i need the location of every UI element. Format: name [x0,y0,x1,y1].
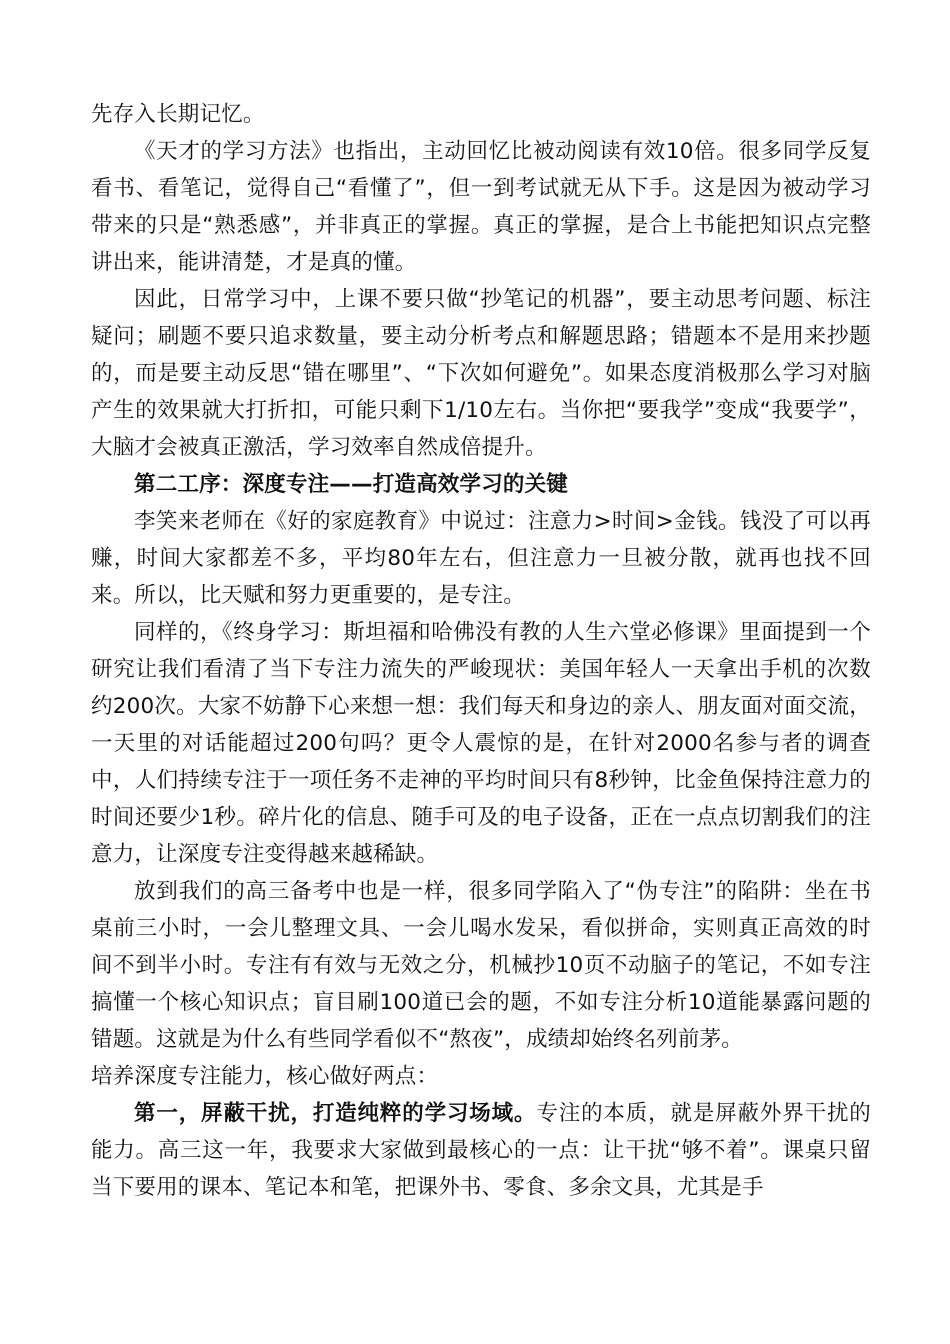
paragraph-focus-research: 同样的，《终身学习：斯坦福和哈佛没有教的人生六堂必修课》里面提到一个研究让我们看清了当下专注力流失的严峻现状：美国年轻人一天拿出手机的次数约200次。大家不妨静下心来想一想：我们每天和身边的亲人、朋友面对面交流，一天里的对话能超过200句吗？更令人震惊的是，在针对2000名参与者的调查中，人们持续专注于一项任务不走神的平均时间只有8秒钟，比金鱼保持注意力的时间还要少1秒。碎片化的信息、随手可及的电子设备，正在一点点切割我们的注意力，让深度专注变得越来越稀缺。 [91,620,871,867]
paragraph-two-points: 培养深度专注能力，核心做好两点： [91,1064,439,1089]
paragraph-continuation: 先存入长期记忆。 [91,102,265,127]
paragraph-block-distractions [91,1095,871,1206]
section-heading-deep-focus: 第二工序：深度专注——打造高效学习的关键 [134,472,569,497]
paragraph-attention-value: 李笑来老师在《好的家庭教育》中说过：注意力>时间>金钱。钱没了可以再赚，时间大家都差不多，平均80年左右，但注意力一旦被分散，就再也找不回来。所以，比天赋和努力更重要的，是专注。 [91,509,871,608]
paragraph-lead-bold: 第一，屏蔽干扰，打造纯粹的学习场域。 [134,1101,537,1126]
paragraph-active-recall: 《天才的学习方法》也指出，主动回忆比被动阅读有效10倍。很多同学反复看书、看笔记，觉得自己“看懂了”，但一到考试就无从下手。这是因为被动学习带来的只是“熟悉感”，并非真正的掌握。真正的掌握，是合上书能把知识点完整讲出来，能讲清楚，才是真的懂。 [91,139,871,275]
paragraph-daily-study: 因此，日常学习中，上课不要只做“抄笔记的机器”，要主动思考问题、标注疑问；刷题不要只追求数量，要主动分析考点和解题思路；错题本不是用来抄题的，而是要主动反思“错在哪里”、“下次如何避免”。如果态度消极那么学习对脑产生的效果就大打折扣，可能只剩下1/10左右。当你把“要我学”变成“我要学”，大脑才会被真正激活，学习效率自然成倍提升。 [91,287,871,460]
document-page [91,96,871,1206]
paragraph-false-focus: 放到我们的高三备考中也是一样，很多同学陷入了“伪专注”的陷阱：坐在书桌前三小时，一会儿整理文具、一会儿喝水发呆，看似拼命，实则真正高效的时间不到半小时。专注有有效与无效之分，机械抄10页不动脑子的笔记，不如专注搞懂一个核心知识点；盲目刷100道已会的题，不如专注分析10道能暴露问题的错题。这就是为什么有些同学看似不“熬夜”，成绩却始终名列前茅。 [91,879,871,1052]
paragraph-body: 专注的本质，就是屏蔽外界干扰的能力。高三这一年，我要求大家做到最核心的一点：让干扰“够不着”。课桌只留当下要用的课本、笔记本和笔，把课外书、零食、多余文具，尤其是手 [91,1101,871,1200]
